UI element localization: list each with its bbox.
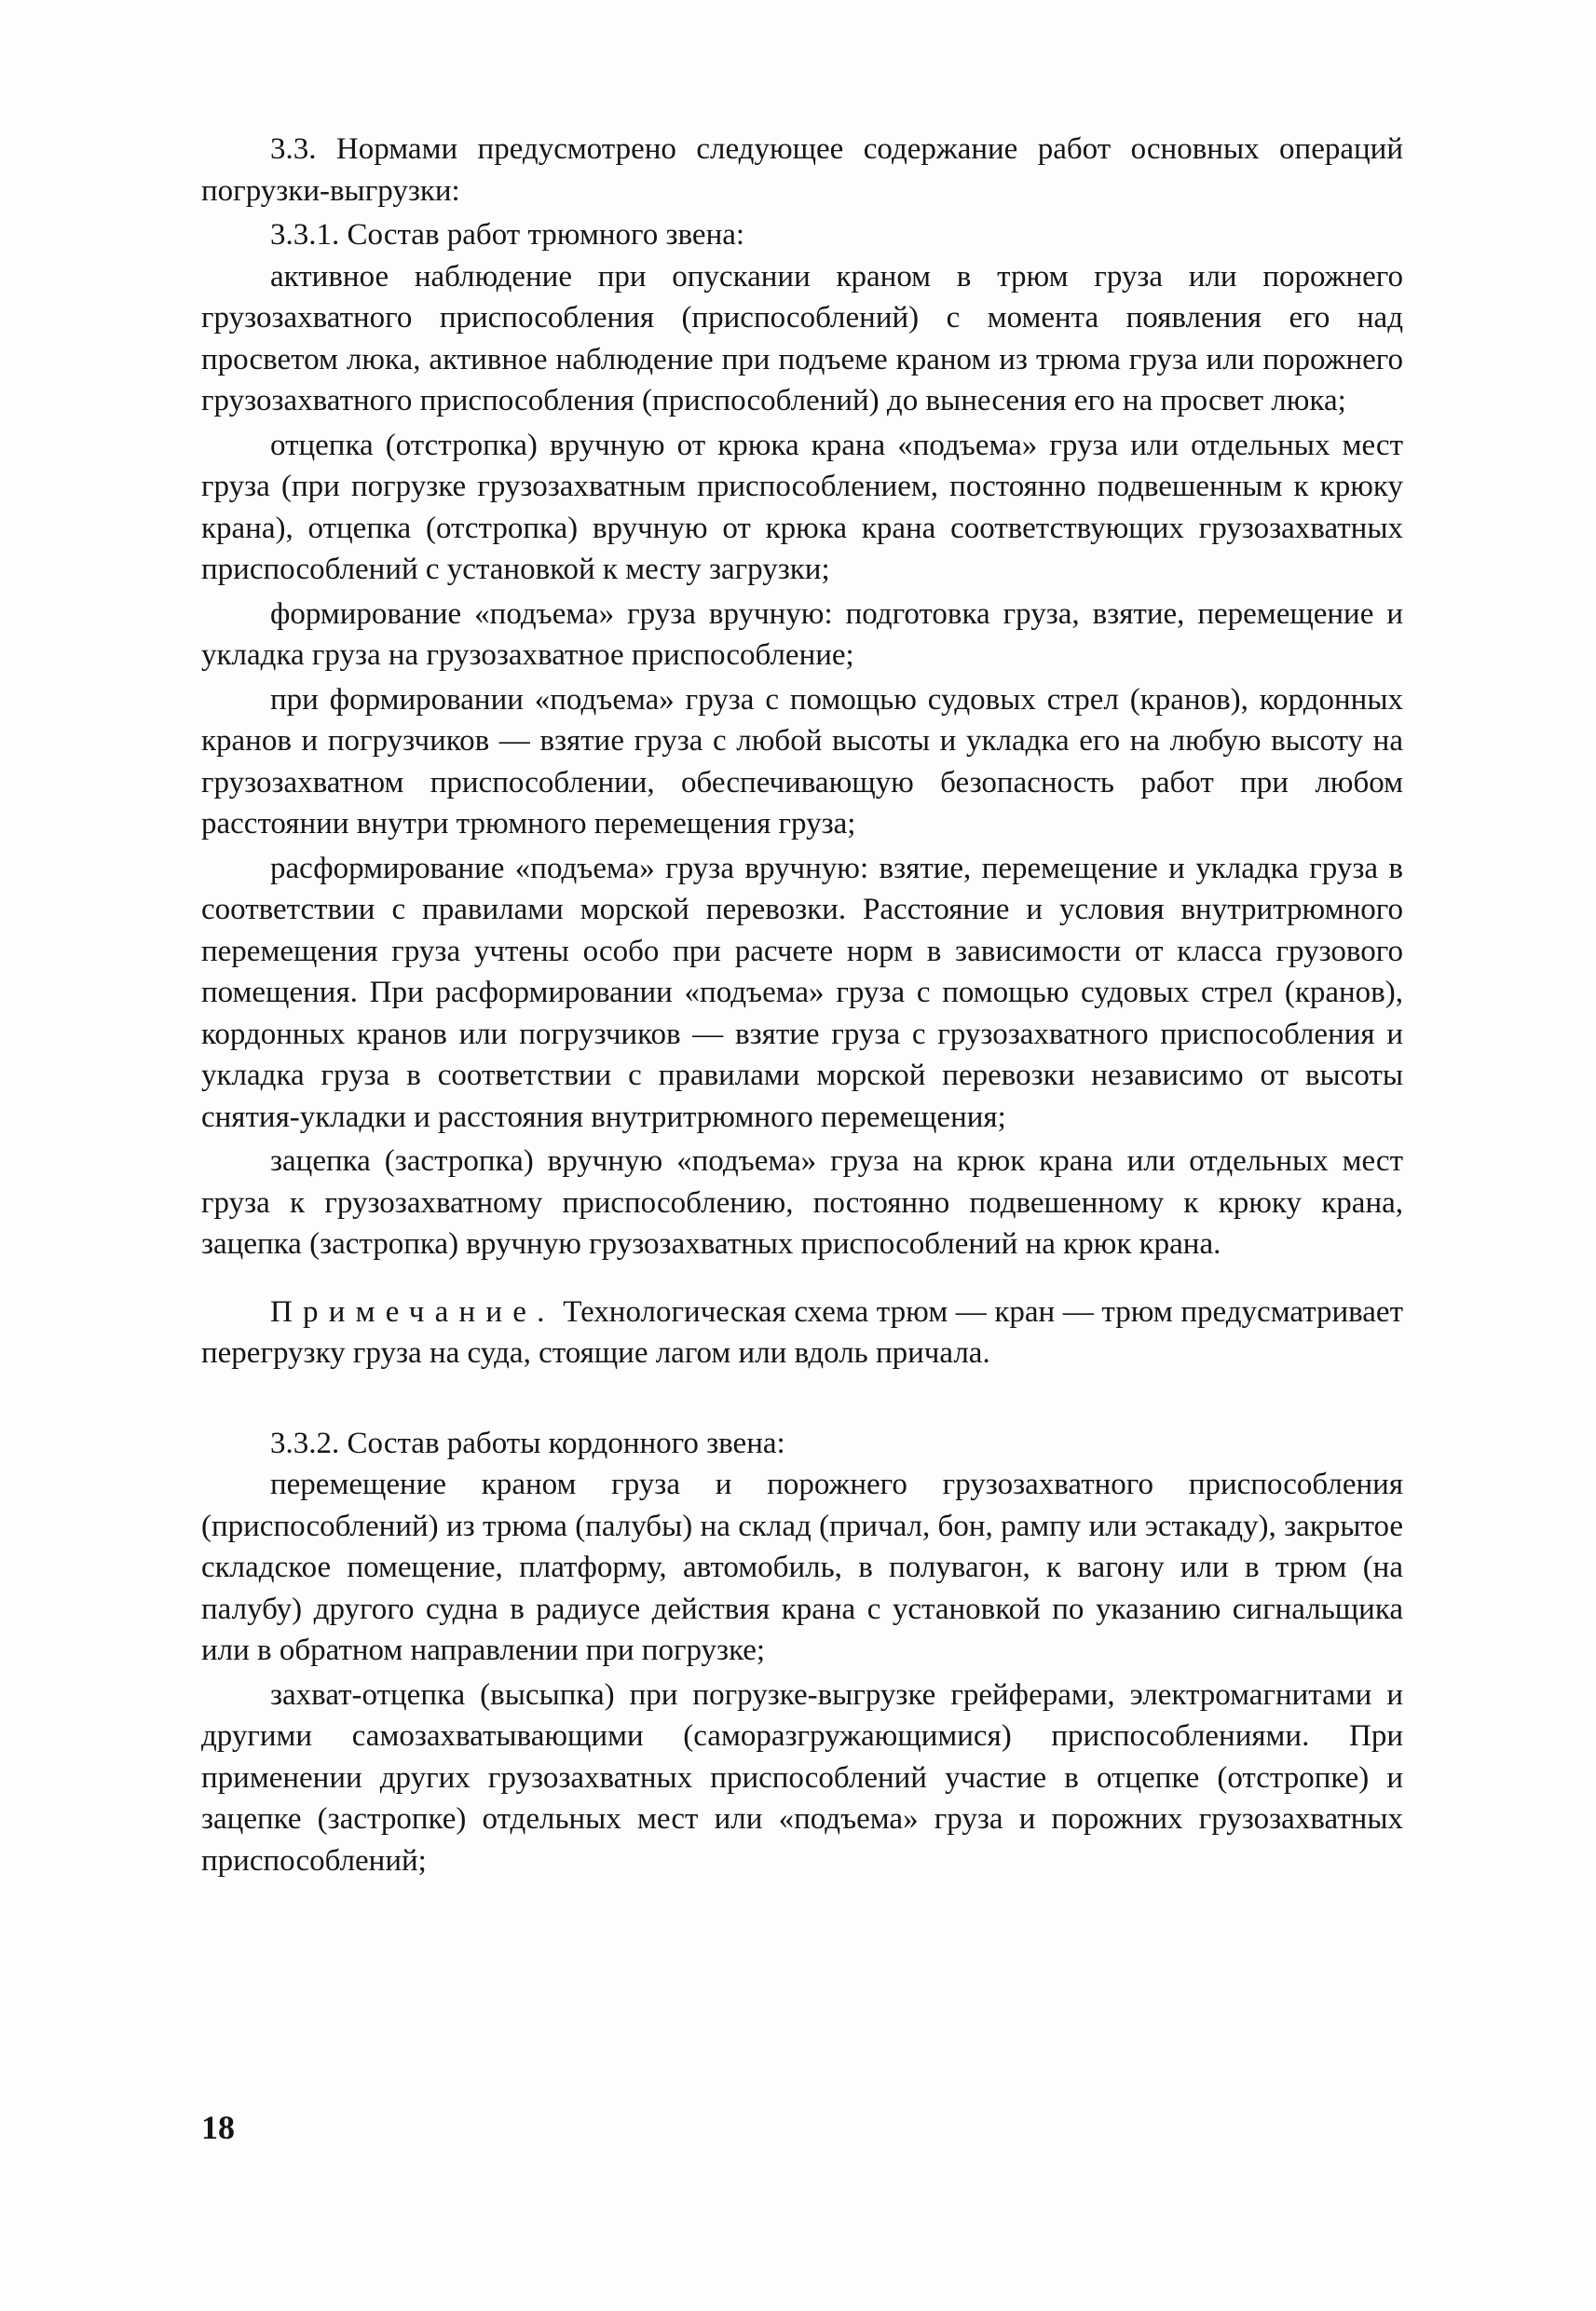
quay-item-paragraph: захват-отцепка (высыпка) при погрузке-выгрузке грейферами, электромагнитами и другими самозахватывающими (саморазгружающимися) приспособлениями. При применении других грузозахватных приспособлений участие в отцепке (отстропке) и зацепке (застропке) отдельных мест или «подъема» груза и порожних грузозахватных приспособлений; bbox=[201, 1677, 1403, 1878]
hold-item-paragraph: отцепка (отстропка) вручную от крюка крана «подъема» груза или отдельных мест груза (при погрузке грузозахватным приспособлением, постоянно подвешенным к крюку крана), отцепка (отстропка) вручную от крюка крана соответствующих грузозахватных приспособлений с установкой к месту загрузки; bbox=[201, 428, 1403, 586]
page-body bbox=[201, 129, 1403, 1884]
quay-item-paragraph: перемещение краном груза и порожнего грузозахватного приспособления (приспособлений) из трюма (палубы) на склад (причал, бон, рампу или эстакаду), закрытое складское помещение, платформу, автомобиль, в полувагон, к вагону или в трюм (на палубу) другого судна в радиусе действия крана с установкой по указанию сигнальщика или в обратном направлении при погрузке; bbox=[201, 1468, 1403, 1667]
page-number: 18 bbox=[201, 2109, 235, 2146]
note-label: Примечание. bbox=[270, 1294, 555, 1329]
hold-item-paragraph: расформирование «подъема» груза вручную: взятие, перемещение и укладка груза в соответствии с правилами морской перевозки. Расстояние и условия внутритрюмного перемещения груза учтены особо при расчете норм в зависимости от класса грузового помещения. При расформировании «подъема» груза с помощью судовых стрел (кранов), кордонных кранов или погрузчиков — взятие груза с грузозахватного приспособления и укладка груза в соответствии с правилами морской перевозки независимо от высоты снятия-укладки и расстояния внутритрюмного перемещения; bbox=[201, 851, 1403, 1134]
hold-item-paragraph: активное наблюдение при опускании краном в трюм груза или порожнего грузозахватного приспособления (приспособлений) с момента появления его над просветом люка, активное наблюдение при подъеме краном из трюма груза или порожнего грузозахватного приспособления (приспособлений) до вынесения его на просвет люка; bbox=[201, 259, 1403, 417]
hold-item-paragraph: формирование «подъема» груза вручную: подготовка груза, взятие, перемещение и укладка груза на грузозахватное приспособление; bbox=[201, 596, 1403, 672]
subsection-heading-hold-crew: 3.3.1. Состав работ трюмного звена: bbox=[270, 218, 745, 252]
intro-paragraph: 3.3. Нормами предусмотрено следующее содержание работ основных операций погрузки-выгрузки: bbox=[201, 132, 1403, 208]
subsection-heading-quay-crew: 3.3.2. Состав работы кордонного звена: bbox=[270, 1426, 785, 1460]
note-text: Технологическая схема трюм — кран — трюм предусматривает перегрузку груза на суда, стоящие лагом или вдоль причала. bbox=[201, 1294, 1403, 1370]
hold-item-paragraph: при формировании «подъема» груза с помощью судовых стрел (кранов), кордонных кранов и погрузчиков — взятие груза с любой высоты и укладка его на любую высоту на грузозахватном приспособлении, обеспечивающую безопасность работ при любом расстоянии внутри трюмного перемещения груза; bbox=[201, 682, 1403, 841]
hold-item-paragraph: зацепка (застропка) вручную «подъема» груза на крюк крана или отдельных мест груза к грузозахватному приспособлению, постоянно подвешенному к крюку крана, зацепка (застропка) вручную грузозахватных приспособлений на крюк крана. bbox=[201, 1144, 1403, 1261]
note-paragraph bbox=[201, 1292, 1403, 1374]
